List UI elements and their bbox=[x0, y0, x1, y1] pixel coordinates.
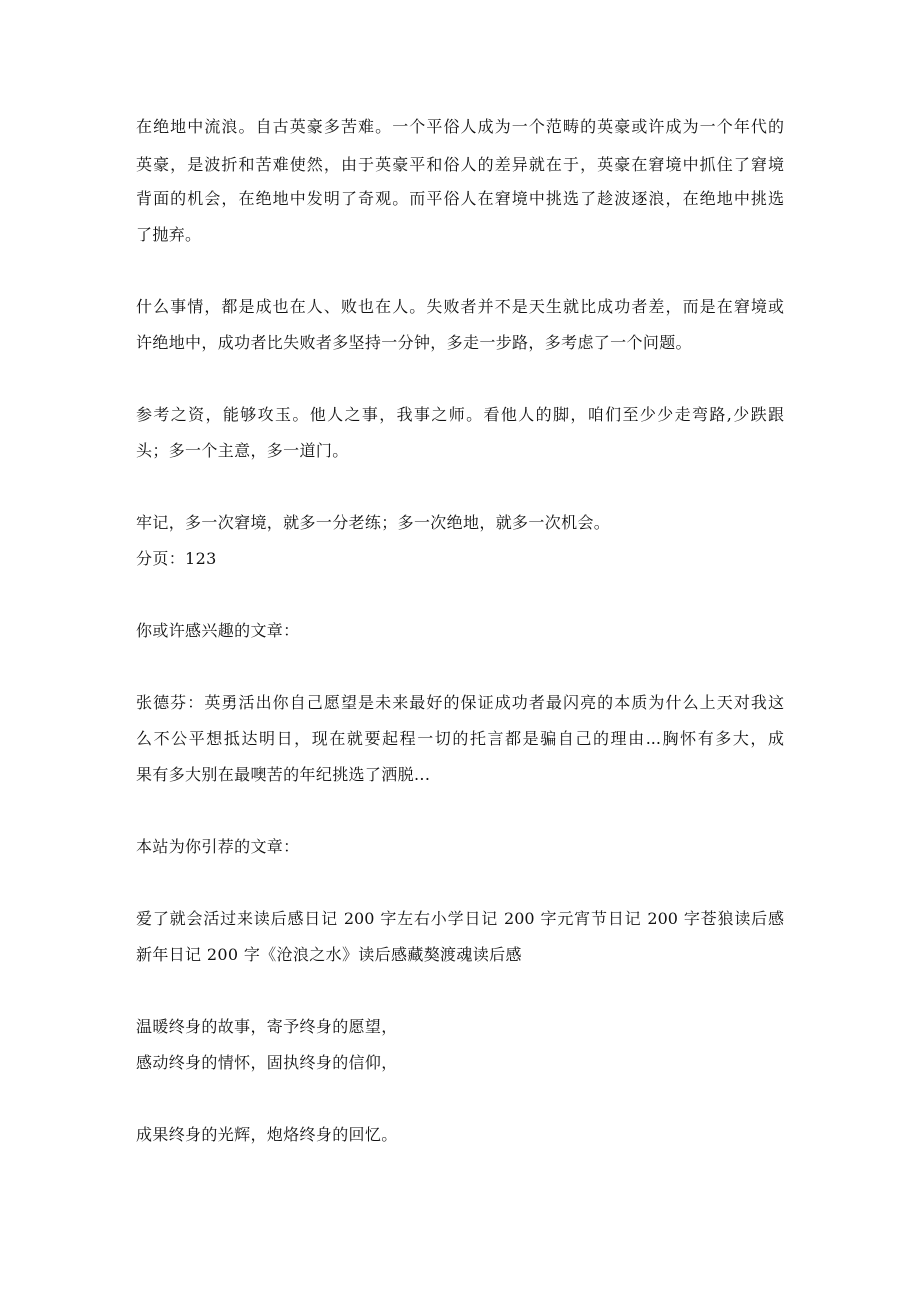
recommended-list-line-2: 新年日记 200 字《沧浪之水》读后感藏獒渡魂读后感 bbox=[136, 945, 522, 964]
paragraph-1-line-1: 在绝地中流浪。自古英豪多苦难。一个平俗人成为一个范畴的英豪或许成为一个年代的 bbox=[136, 117, 784, 136]
verse-line-2: 感动终身的情怀，固执终身的信仰， bbox=[136, 1053, 398, 1072]
verse-line-1: 温暖终身的故事，寄予终身的愿望， bbox=[136, 1017, 398, 1036]
verse-line-3: 成果终身的光辉，炮烙终身的回忆。 bbox=[136, 1125, 398, 1144]
related-article-line-1: 张德芬：英勇活出你自己愿望是未来最好的保证成功者最闪亮的本质为什么上天对我这 bbox=[136, 693, 784, 712]
paragraph-2-line-2: 许绝地中，成功者比失败者多坚持一分钟，多走一步路，多考虑了一个问题。 bbox=[136, 333, 692, 352]
paragraph-1-line-2: 英豪，是波折和苦难使然，由于英豪平和俗人的差异就在于，英豪在窘境中抓住了窘境 bbox=[136, 155, 784, 174]
paragraph-3-line-1: 参考之资，能够攻玉。他人之事，我事之师。看他人的脚，咱们至少少走弯路,少跌跟 bbox=[136, 405, 784, 424]
paragraph-1-line-3: 背面的机会，在绝地中发明了奇观。而平俗人在窘境中挑选了趁波逐浪，在绝地中挑选 bbox=[136, 189, 784, 208]
paragraph-4: 牢记，多一次窘境，就多一分老练；多一次绝地，就多一次机会。 bbox=[136, 513, 611, 532]
pagination[interactable]: 分页：123 bbox=[136, 549, 217, 568]
paragraph-3-line-2: 头；多一个主意，多一道门。 bbox=[136, 441, 349, 460]
recommended-list-line-1: 爱了就会活过来读后感日记 200 字左右小学日记 200 字元宵节日记 200 字苍狼读后感 bbox=[136, 909, 784, 928]
related-article-line-2: 么不公平想抵达明日，现在就要起程一切的托言都是骗自己的理由...胸怀有多大，成 bbox=[136, 729, 784, 748]
related-articles-heading: 你或许感兴趣的文章： bbox=[136, 621, 300, 640]
paragraph-1-line-4: 了抛弃。 bbox=[136, 225, 202, 244]
recommended-articles-heading: 本站为你引荐的文章： bbox=[136, 837, 300, 856]
paragraph-2-line-1: 什么事情，都是成也在人、败也在人。失败者并不是天生就比成功者差，而是在窘境或 bbox=[136, 297, 784, 316]
related-article-line-3: 果有多大别在最噢苦的年纪挑选了洒脱... bbox=[136, 765, 431, 784]
